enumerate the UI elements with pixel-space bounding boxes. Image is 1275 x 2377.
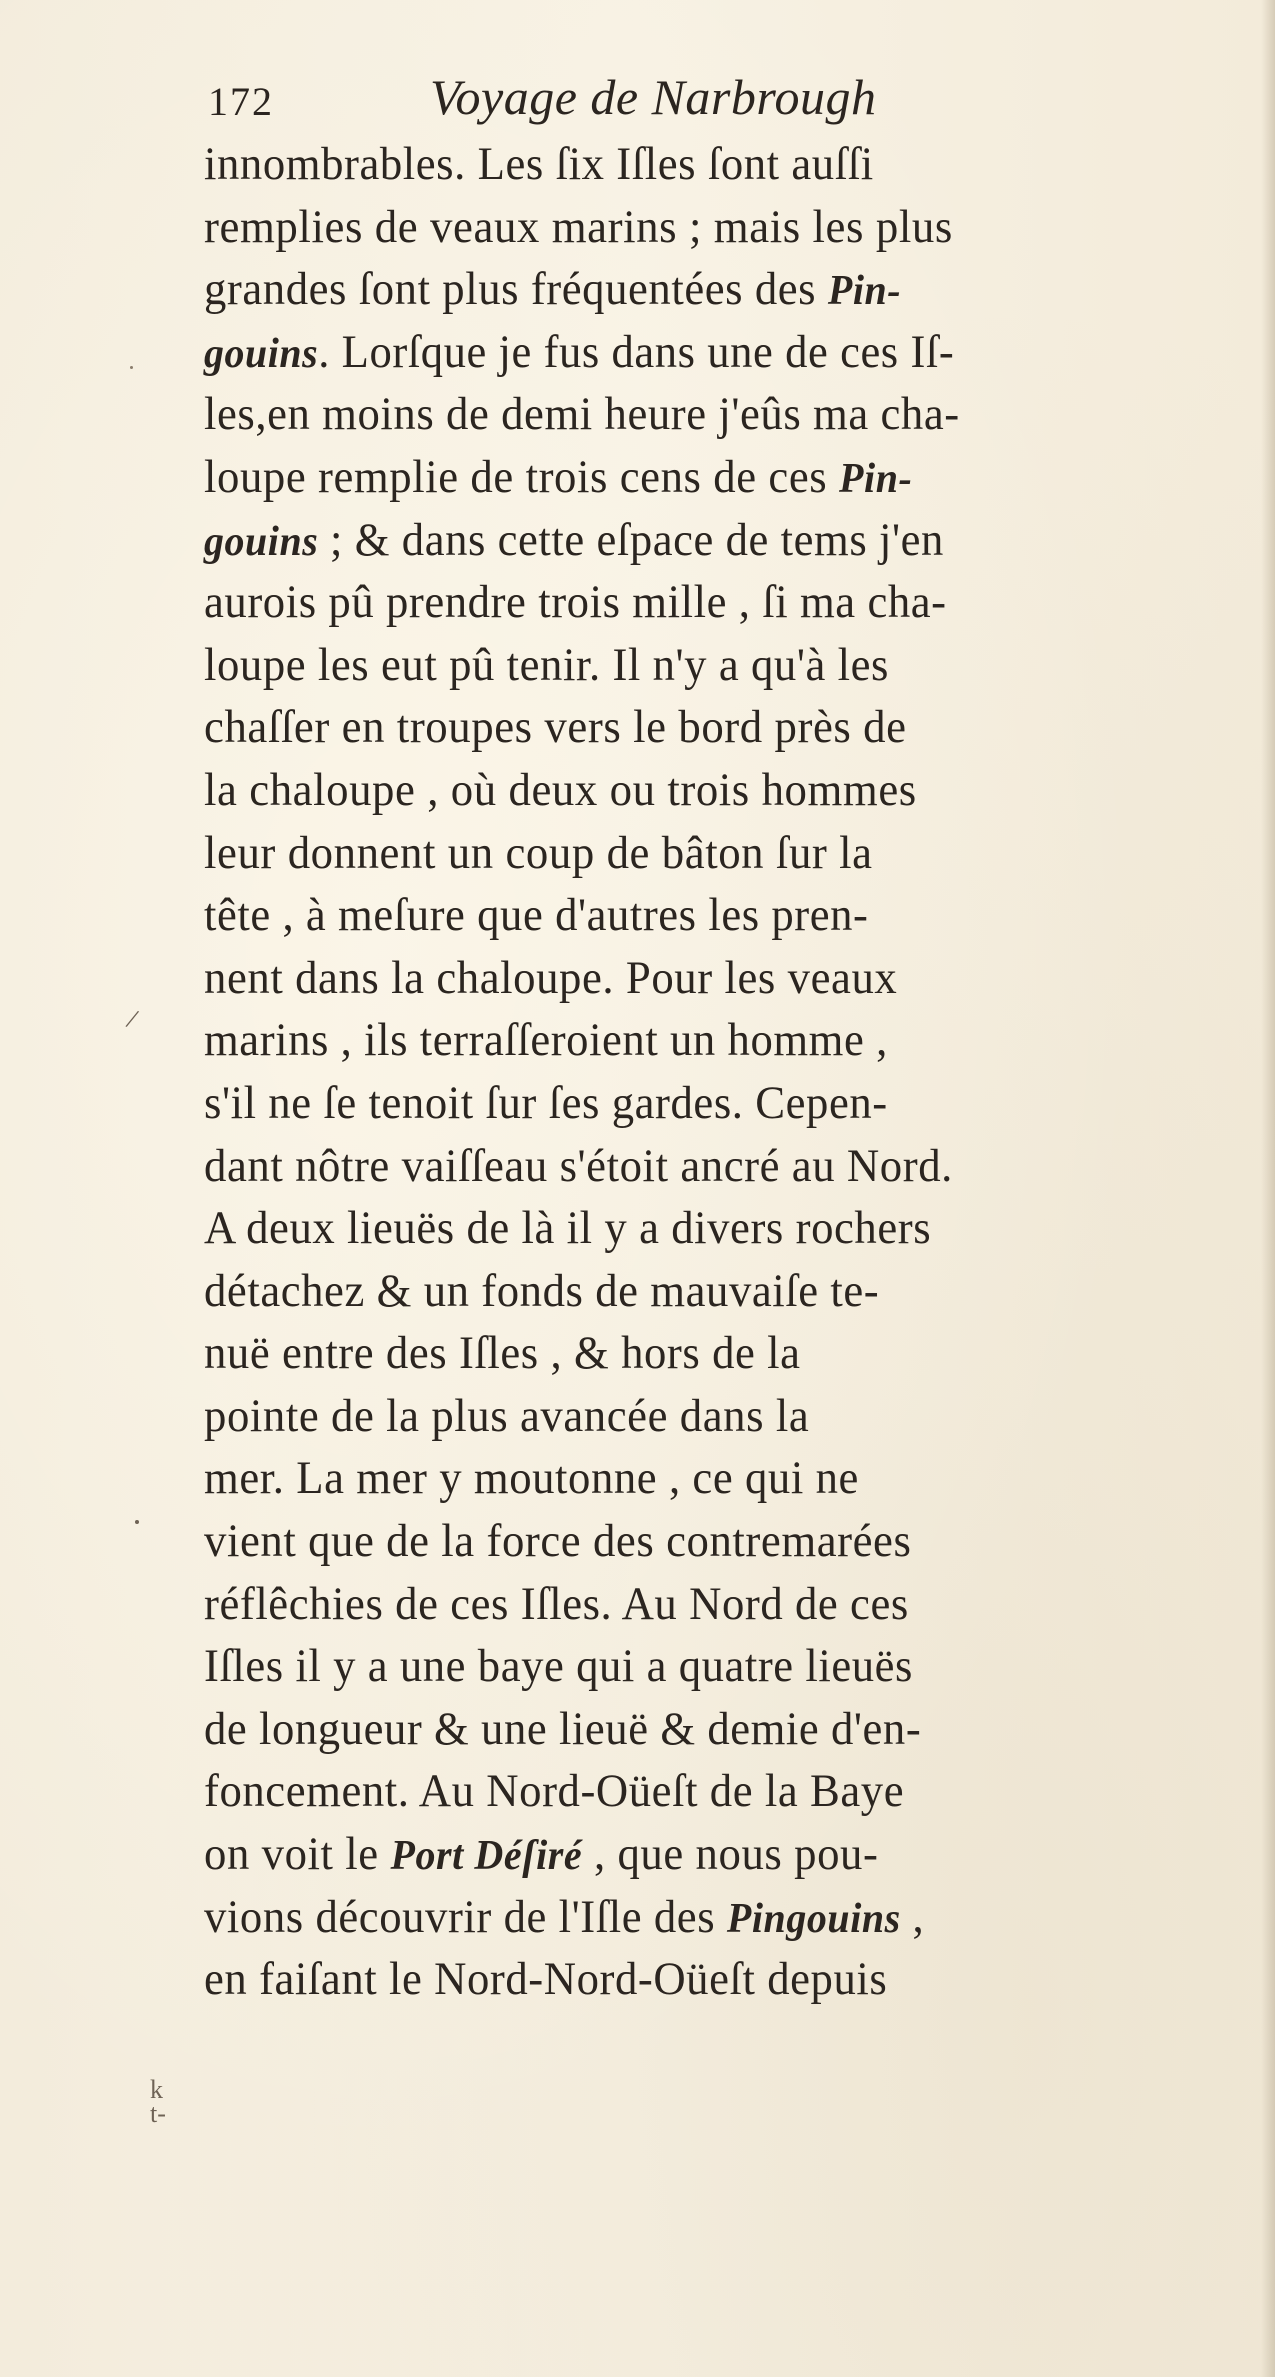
text-line — [204, 1135, 1156, 1198]
text-segment: leur donnent un coup de bâton ſur la — [204, 826, 873, 879]
text-segment: tête , à meſure que d'autres les pren- — [204, 889, 869, 942]
italic-text-segment: gouins — [204, 518, 319, 565]
text-segment: , — [900, 1890, 925, 1943]
text-line — [204, 1635, 1154, 1698]
margin-dot — [135, 1520, 139, 1524]
text-segment: . Lorſque je fus dans une de ces Iſ- — [318, 325, 955, 378]
italic-text-segment: Pingouins — [726, 1895, 901, 1942]
text-line — [204, 696, 1157, 759]
text-line — [204, 446, 1156, 509]
text-segment: nuë entre des Iſles , & hors de la — [204, 1327, 801, 1380]
text-line — [204, 321, 1153, 384]
margin-tick-mark: / — [123, 1003, 142, 1036]
text-line — [204, 196, 1158, 259]
italic-text-segment: Pin- — [839, 455, 913, 502]
text-segment: de longueur & une lieuë & demie d'en- — [204, 1702, 922, 1755]
text-segment: loupe remplie de trois cens de ces — [204, 450, 840, 503]
text-segment: loupe les eut pû tenir. Il n'y a qu'à les — [204, 638, 889, 691]
text-line — [204, 258, 1155, 321]
text-segment: innombrables. Les ſix Iſles ſont auſſi — [204, 138, 874, 190]
text-line — [204, 1197, 1155, 1260]
text-segment: ; & dans cette eſpace de tems j'en — [318, 513, 944, 566]
text-line — [204, 822, 1157, 885]
text-line — [204, 571, 1155, 634]
text-line — [204, 1698, 1154, 1761]
text-line — [204, 1886, 1155, 1949]
text-segment: chaſſer en troupes vers le bord près de — [204, 701, 907, 754]
text-line — [204, 133, 1155, 196]
text-line — [204, 947, 1156, 1010]
text-line — [204, 1260, 1155, 1323]
text-line — [204, 1573, 1155, 1636]
text-segment: la chaloupe , où deux ou trois hommes — [204, 763, 917, 816]
body-text — [204, 133, 1204, 2011]
text-line — [204, 383, 1155, 446]
italic-text-segment: gouins — [204, 330, 319, 377]
text-segment: grandes ſont plus fréquentées des — [204, 263, 828, 316]
text-line — [204, 884, 1154, 947]
running-title: Voyage de Narbrough — [430, 69, 877, 125]
text-segment: vions découvrir de l'Iſle des — [204, 1890, 727, 1943]
text-segment: en faiſant le Nord-Nord-Oüeſt depuis — [204, 1953, 888, 2006]
italic-text-segment: Pin- — [827, 268, 902, 315]
italic-text-segment: Port Déſiré — [390, 1833, 583, 1880]
text-segment: marins , ils terraſſeroient un homme , — [204, 1014, 888, 1067]
text-segment: Iſles il y a une baye qui a quatre lieuës — [204, 1640, 913, 1693]
text-line — [204, 1510, 1156, 1573]
text-line — [204, 1948, 1155, 2011]
text-segment: foncement. Au Nord-Oüeſt de la Baye — [204, 1765, 905, 1818]
text-line — [204, 1447, 1155, 1510]
margin-dot — [130, 366, 133, 369]
text-line — [204, 1322, 1155, 1385]
text-segment: pointe de la plus avancée dans la — [204, 1389, 810, 1442]
text-line — [204, 1385, 1156, 1448]
text-segment: vient que de la force des contremarées — [204, 1515, 912, 1568]
text-line — [204, 1072, 1155, 1135]
text-line — [204, 634, 1155, 697]
text-segment: A deux lieuës de là il y a divers rochers — [204, 1202, 932, 1255]
text-segment: on voit le — [204, 1828, 391, 1881]
text-line — [204, 1823, 1156, 1886]
text-segment: dant nôtre vaiſſeau s'étoit ancré au Nord. — [204, 1139, 953, 1192]
text-segment: remplies de veaux marins ; mais les plus — [204, 200, 953, 253]
page-number: 172 — [208, 79, 274, 124]
text-line — [204, 759, 1157, 822]
text-segment: aurois pû prendre trois mille , ſi ma cha- — [204, 576, 947, 629]
page-header — [208, 68, 1108, 138]
page-gutter-shadow — [1261, 0, 1275, 2377]
text-segment: nent dans la chaloupe. Pour les veaux — [204, 951, 898, 1004]
text-segment: réflêchies de ces Iſles. Au Nord de ces — [204, 1577, 909, 1630]
text-segment: , que nous pou- — [582, 1828, 879, 1881]
text-segment: s'il ne ſe tenoit ſur ſes gardes. Cepen- — [204, 1076, 888, 1129]
text-segment: mer. La mer y moutonne , ce qui ne — [204, 1452, 859, 1505]
text-line — [204, 1760, 1155, 1823]
text-segment: détachez & un fonds de mauvaiſe te- — [204, 1264, 880, 1317]
text-line — [204, 509, 1154, 572]
margin-bottom-mark: k t- — [150, 2075, 166, 2128]
text-segment: les,en moins de demi heure j'eûs ma cha- — [204, 388, 960, 441]
text-line — [204, 1009, 1154, 1072]
